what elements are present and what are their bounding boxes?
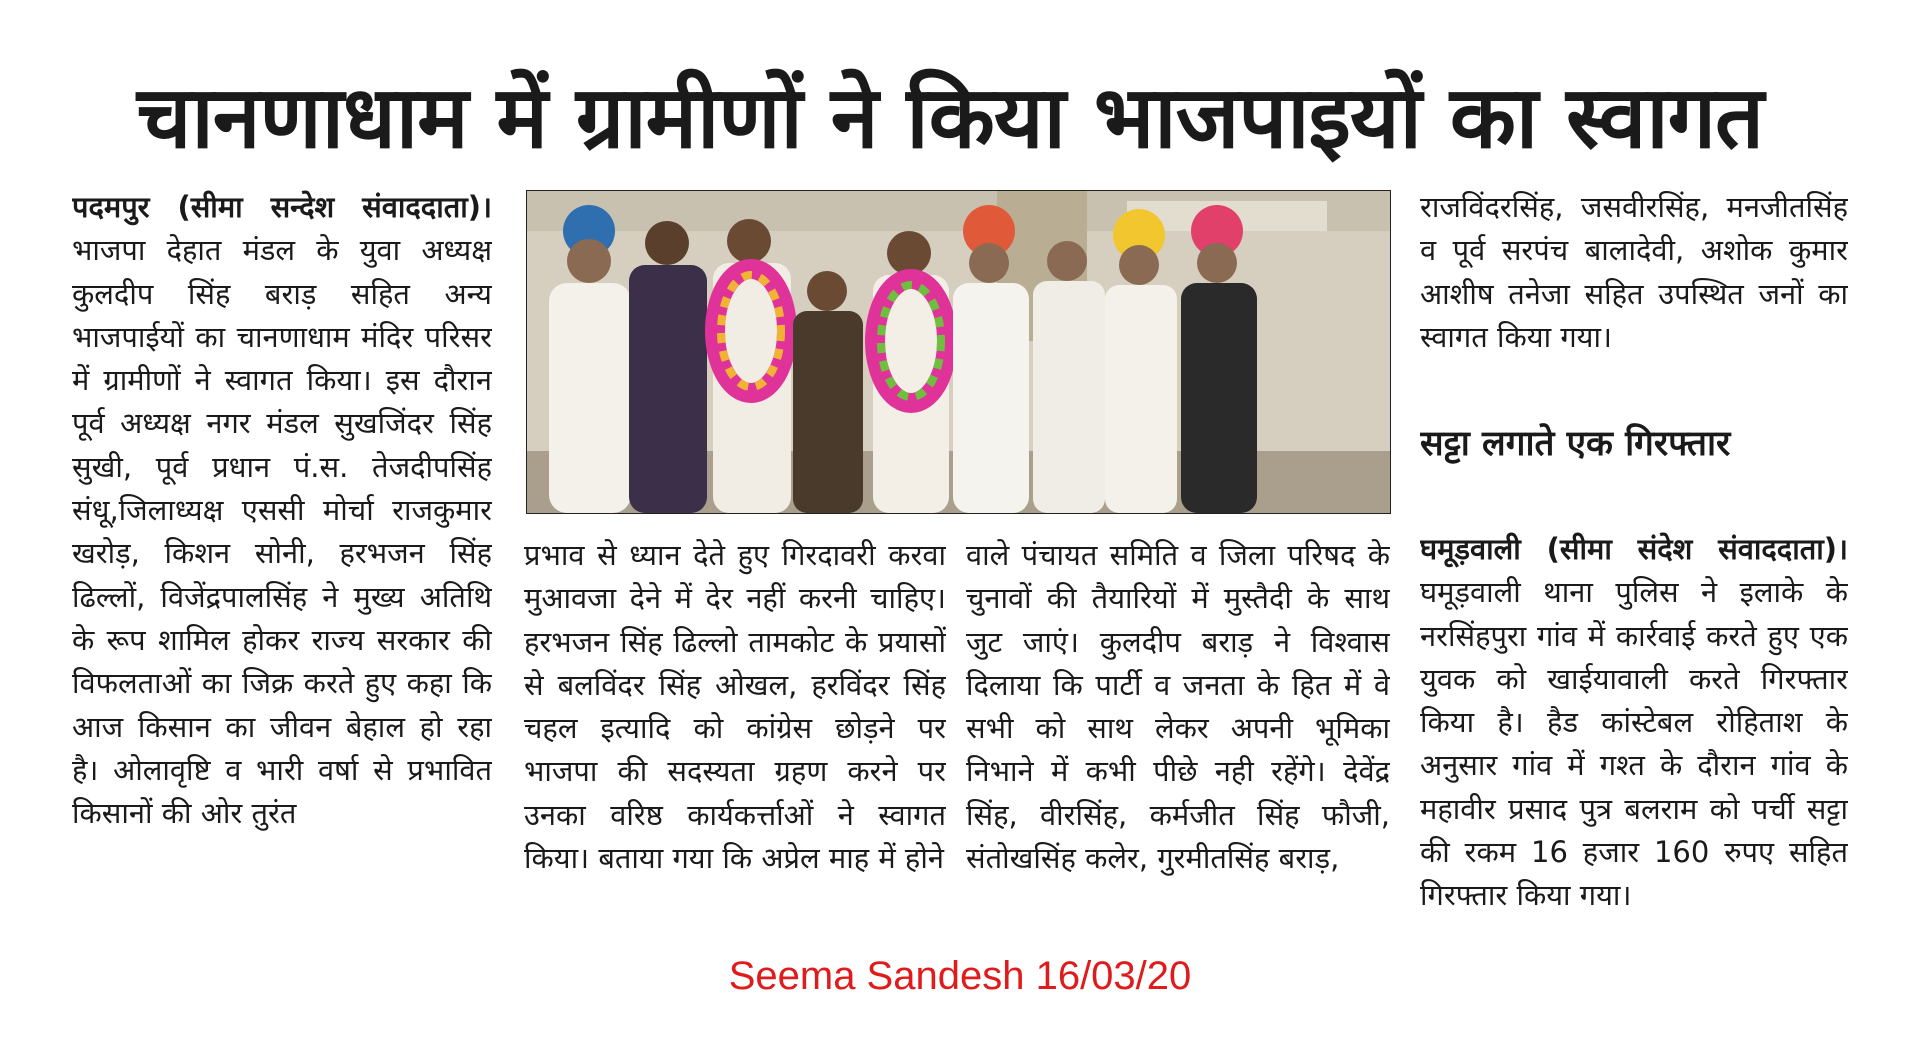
brief-headline: सट्टा लगाते एक गिरफ्तार (1420, 424, 1731, 464)
group-photo-illustration (527, 191, 1390, 513)
article-column-3: वाले पंचायत समिति व जिला परिषद के चुनावों की तैयारियों में मुस्तैदी के साथ जुट जाएं। कुलदीप बराड़ ने विश्वास दिलाया कि पार्टी व जनता के हित में वे सभी को साथ लेकर अपनी भूमिका निभाने में कभी पीछे नही रहेंगे। देवेंद्र सिंह, वीरसिंह, कर्मजीत सिंह फौजी, संतोखसिंह कलेर, गुरमीतसिंह बराड़, (966, 538, 1390, 876)
brief-dateline: घमूड़वाली (सीमा संदेश संवाददाता)। (1420, 532, 1848, 566)
article-column-4: राजविंदरसिंह, जसवीरसिंह, मनजीतसिंह व पूर्व सरपंच बालादेवी, अशोक कुमार आशीष तनेजा सहित उपस्थित जनों का स्वागत किया गया। (1420, 190, 1848, 354)
article-column-2: प्रभाव से ध्यान देते हुए गिरदावरी करवा मुआवजा देने में देर नहीं करनी चाहिए। हरभजन सिंह ढिल्लो तामकोट के प्रयासों से बलविंदर सिंह ओखल, हरविंदर सिंह चहल इत्यादि को कांग्रेस छोड़ने पर भाजपा की सदस्यता ग्रहण करने पर उनका वरिष्ठ कार्यकर्त्ताओं ने स्वागत किया। बताया गया कि अप्रेल माह में होने (524, 538, 946, 876)
source-credit: Seema Sandesh 16/03/20 (728, 954, 1192, 998)
brief-body-text: घमूड़वाली थाना पुलिस ने इलाके के नरसिंहपुरा गांव में कार्रवाई करते हुए एक युवक को खाईयावाली करते गिरफ्तार किया है। हैड कांस्टेबल रोहिताश के अनुसार गांव में गश्त के दौरान गांव के महावीर प्रसाद पुत्र बलराम को पर्ची सट्टा की रकम 16 हजार 160 रुपए सहित गिरफ्तार किया गया। (1420, 575, 1848, 913)
brief-body (1420, 528, 1848, 928)
article-column-1 (72, 186, 492, 928)
news-photo (526, 190, 1391, 514)
article-column-1-text: भाजपा देहात मंडल के युवा अध्यक्ष कुलदीप सिंह बराड़ सहित अन्य भाजपाईयों का चानणाधाम मंदिर परिसर में ग्रामीणों ने स्वागत किया। इस दौरान पूर्व अध्यक्ष नगर मंडल सुखजिंदर सिंह सुखी, पूर्व प्रधान पं.स. तेजदीपसिंह संधू,जिलाध्यक्ष एससी मोर्चा राजकुमार खरोड़, किशन सोनी, हरभजन सिंह ढिल्लों, विजेंद्रपालसिंह ने मुख्य अतिथि के रूप शामिल होकर राज्य सरकार की विफलताओं का जिक्र करते हुए कहा कि आज किसान का जीवन बेहाल हो रहा है। ओलावृष्टि व भारी वर्षा से प्रभावित किसानों की ओर तुरंत (72, 233, 492, 831)
article-dateline: पदमपुर (सीमा सन्देश संवाददाता)। (72, 190, 492, 224)
article-headline: चानणाधाम में ग्रामीणों ने किया भाजपाइयों का स्वागत (136, 68, 1764, 168)
